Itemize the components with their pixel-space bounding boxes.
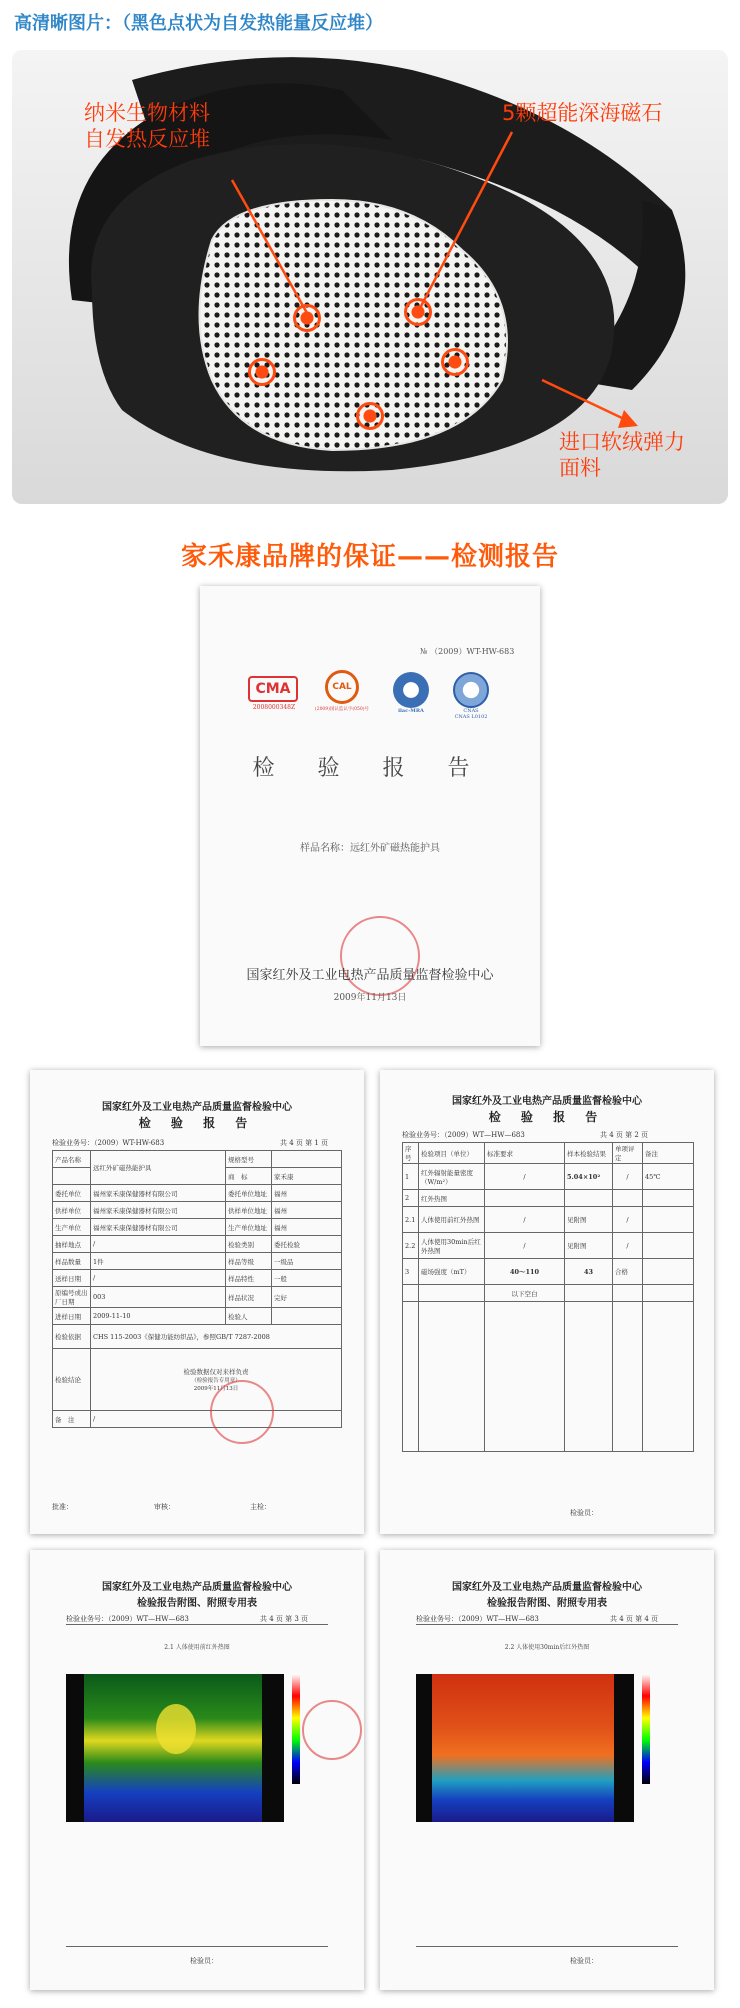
cma-logo-text: CMA (248, 676, 298, 702)
table-cell (53, 1168, 91, 1185)
table-cell: 福州家禾康保健器材有限公司 (91, 1202, 226, 1219)
cover-date: 2009年11月13日 (333, 993, 407, 1003)
official-stamp (302, 1700, 362, 1760)
table-row (403, 1207, 694, 1233)
table-cell: / (613, 1233, 643, 1259)
callout-fabric (559, 429, 685, 481)
table-header-cell: 序号 (403, 1143, 419, 1164)
cover-report-number: № （2009）WT-HW-683 (420, 647, 515, 656)
table-row (403, 1259, 694, 1285)
table-cell: 委托单位地址 (226, 1185, 272, 1202)
table-cell: 45℃ (643, 1164, 694, 1190)
table-cell: 福州家禾康保健器材有限公司 (91, 1219, 226, 1236)
table-cell: 供样单位 (53, 1202, 91, 1219)
table-row (53, 1349, 342, 1411)
report2-page: 共 4 页 第 2 页 (600, 1131, 649, 1139)
thermal-image-after (416, 1674, 634, 1822)
table-cell: 1 (403, 1164, 419, 1190)
table-row (403, 1285, 694, 1302)
table-cell: 见附图 (565, 1233, 613, 1259)
table-cell: 样品状况 (226, 1287, 272, 1308)
table-cell (643, 1190, 694, 1207)
table-row (403, 1190, 694, 1207)
table-cell (272, 1308, 342, 1325)
sig-approve: 批准： (52, 1503, 73, 1511)
table-cell: 完好 (272, 1287, 342, 1308)
table-row (53, 1270, 342, 1287)
table-header-cell: 检验项目（单位） (419, 1143, 485, 1164)
cover-org: 国家红外及工业电热产品质量监督检验中心 (246, 968, 494, 983)
report2-title: 检 验 报 告 (488, 1110, 606, 1124)
callout-nano-material (84, 100, 210, 152)
table-cell: 原编号或出厂日期 (53, 1287, 91, 1308)
table-cell: / (91, 1270, 226, 1287)
table-header-cell: 单项评定 (613, 1143, 643, 1164)
table-row (53, 1236, 342, 1253)
table-cell: 43 (565, 1259, 613, 1285)
table-row (53, 1287, 342, 1308)
table-cell (565, 1285, 613, 1302)
table-cell (613, 1285, 643, 1302)
table-cell: 抽样地点 (53, 1236, 91, 1253)
table-cell (613, 1190, 643, 1207)
table-row (403, 1302, 694, 1452)
table-cell (643, 1207, 694, 1233)
thermal-image-before (66, 1674, 284, 1822)
table-header-cell: 备注 (643, 1143, 694, 1164)
table-cell (272, 1151, 342, 1168)
table-cell (643, 1233, 694, 1259)
report3-sig: 检验员： (190, 1957, 218, 1965)
table-cell: 福州 (272, 1185, 342, 1202)
cover-sample-value: 远红外矿磁热能护具 (350, 843, 440, 854)
table-cell: 家禾康 (272, 1168, 342, 1185)
table-cell: / (485, 1207, 565, 1233)
table-cell: 003 (91, 1287, 226, 1308)
table-header-row (403, 1143, 694, 1164)
report1-title: 检 验 报 告 (138, 1116, 256, 1130)
table-cell: 备 注 (53, 1411, 91, 1428)
table-cell (565, 1190, 613, 1207)
cal-logo-text: CAL (325, 670, 359, 704)
stamp-text: （检验报告专用章） (191, 1378, 241, 1384)
table-cell: 2.2 (403, 1233, 419, 1259)
table-cell: 检验结论 (53, 1349, 91, 1411)
report-page-1 (30, 1070, 364, 1534)
table-cell: 见附图 (565, 1207, 613, 1233)
report-cover (200, 586, 540, 1046)
cover-sample (200, 839, 540, 854)
table-row (53, 1219, 342, 1236)
table-row (403, 1233, 694, 1259)
callout-fabric-line1: 进口软绒弹力 (559, 430, 685, 454)
table-cell: 样品等级 (226, 1253, 272, 1270)
ilac-logo-text: ilac-MRA (398, 708, 424, 714)
official-stamp (210, 1380, 274, 1444)
cnas-logo-number: CNAS L0102 (454, 714, 488, 720)
table-cell (419, 1285, 485, 1302)
table-cell (643, 1285, 694, 1302)
table-cell (403, 1285, 419, 1302)
table-cell: 以下空白 (485, 1285, 565, 1302)
report3-page: 共 4 页 第 3 页 (260, 1615, 309, 1623)
table-cell: 检验人 (226, 1308, 272, 1325)
report4-page: 共 4 页 第 4 页 (610, 1615, 659, 1623)
section-title: 家禾康品牌的保证——检测报告 (180, 542, 559, 572)
table-cell: 供样单位地址 (226, 1202, 272, 1219)
report-page-2 (380, 1070, 714, 1534)
table-cell: 检验类别 (226, 1236, 272, 1253)
report2-org: 国家红外及工业电热产品质量监督检验中心 (452, 1096, 642, 1107)
table-cell: 福州 (272, 1219, 342, 1236)
stamp-date: 2009年11月13日 (193, 1386, 239, 1392)
table-cell: / (485, 1233, 565, 1259)
table-cell (643, 1259, 694, 1285)
table-cell: 商 标 (226, 1168, 272, 1185)
table-cell: 一级品 (272, 1253, 342, 1270)
callout-magnet: 5颗超能深海磁石 (502, 101, 663, 125)
thermal-scale (642, 1674, 650, 1784)
ilac-logo (388, 672, 434, 714)
report3-number: 检验业务号：（2009）WT—HW—683 (66, 1615, 189, 1623)
conclusion-text: 检验数据仅对来样负责 (183, 1368, 249, 1376)
table-cell: 合格 (613, 1259, 643, 1285)
report1-number: 检验业务号：（2009）WT-HW-683 (52, 1139, 165, 1147)
cma-logo-number: 2008000348Z (252, 704, 296, 711)
table-cell: 福州家禾康保健器材有限公司 (91, 1185, 226, 1202)
report4-title: 检验报告附图、附照专用表 (487, 1598, 607, 1609)
table-cell: 远红外矿磁热能护具 (91, 1151, 226, 1185)
table-row (53, 1411, 342, 1428)
table-cell: 生产单位 (53, 1219, 91, 1236)
report4-org: 国家红外及工业电热产品质量监督检验中心 (452, 1582, 642, 1593)
table-cell: 福州 (272, 1202, 342, 1219)
report1-page: 共 4 页 第 1 页 (280, 1139, 329, 1147)
table-cell: 样品特性 (226, 1270, 272, 1287)
table-cell: 生产单位地址 (226, 1219, 272, 1236)
official-stamp (340, 916, 420, 996)
table-cell: 进样日期 (53, 1308, 91, 1325)
table-cell: 委托检验 (272, 1236, 342, 1253)
report4-sig: 检验员： (570, 1957, 598, 1965)
heading-title: 高清晰图片： (14, 13, 122, 34)
table-cell: / (485, 1164, 565, 1190)
table-cell: / (91, 1411, 342, 1428)
report2-sig: 检验员： (570, 1509, 598, 1517)
table-cell: 红外辐射能量密度（W/m²） (419, 1164, 485, 1190)
table-cell: 检验依据 (53, 1325, 91, 1349)
report-page-3 (30, 1550, 364, 1990)
cma-logo (248, 676, 300, 711)
table-cell: 送样日期 (53, 1270, 91, 1287)
report1-org: 国家红外及工业电热产品质量监督检验中心 (102, 1102, 292, 1113)
table-row (53, 1253, 342, 1270)
table-cell: 2009-11-10 (91, 1308, 226, 1325)
table-cell: 2 (403, 1190, 419, 1207)
table-cell: 规格型号 (226, 1151, 272, 1168)
report2-number: 检验业务号：（2009）WT—HW—683 (402, 1131, 525, 1139)
table-row (403, 1164, 694, 1190)
report4-number: 检验业务号：（2009）WT—HW—683 (416, 1615, 539, 1623)
cover-title: 检 验 报 告 (252, 756, 488, 781)
cover-sample-label: 样品名称： (300, 843, 350, 854)
table-row (53, 1202, 342, 1219)
table-header-cell: 标准要求 (485, 1143, 565, 1164)
report3-org: 国家红外及工业电热产品质量监督检验中心 (102, 1582, 292, 1593)
report4-caption: 2.2 人体使用30min后红外热图 (504, 1644, 590, 1651)
table-cell: 2.1 (403, 1207, 419, 1233)
table-cell: 5.04×10² (565, 1164, 613, 1190)
table-cell (485, 1190, 565, 1207)
table-row (53, 1151, 342, 1168)
sig-main: 主检： (250, 1503, 271, 1511)
sig-review: 审核： (154, 1503, 175, 1511)
callout-fabric-line2: 面料 (559, 456, 601, 480)
table-cell: / (613, 1164, 643, 1190)
product-photo (12, 50, 728, 504)
table-cell: 人体使用30min后红外热图 (419, 1233, 485, 1259)
table-cell: 人体使用前红外热图 (419, 1207, 485, 1233)
table-cell: 40～110 (485, 1259, 565, 1285)
callout-nano-line2: 自发热反应堆 (84, 127, 210, 151)
thermal-scale (292, 1674, 300, 1784)
report2-table (402, 1142, 694, 1452)
cnas-logo-text: CNAS (463, 708, 479, 714)
report1-table (52, 1150, 342, 1428)
page-heading (14, 9, 383, 35)
table-cell: 3 (403, 1259, 419, 1285)
table-cell: 一般 (272, 1270, 342, 1287)
table-cell: 磁场强度（mT） (419, 1259, 485, 1285)
table-cell: 样品数量 (53, 1253, 91, 1270)
table-row (53, 1325, 342, 1349)
cal-logo-number: (2009)国认监认字(050)号 (314, 707, 370, 712)
table-cell: CHS 115-2003《保健功能纺织品》，参照GB/T 7287-2008 (91, 1325, 342, 1349)
table-cell: / (613, 1207, 643, 1233)
table-cell: 委托单位 (53, 1185, 91, 1202)
table-header-cell: 样本检验结果 (565, 1143, 613, 1164)
heading-subtitle: （黑色点状为自发热能量反应堆） (122, 13, 383, 34)
table-cell: / (91, 1236, 226, 1253)
table-row (53, 1185, 342, 1202)
table-cell: 产品名称 (53, 1151, 91, 1168)
callout-nano-line1: 纳米生物材料 (84, 101, 210, 125)
report-page-4 (380, 1550, 714, 1990)
report3-caption: 2.1 人体使用前红外热图 (164, 1644, 230, 1651)
cal-logo (312, 670, 372, 712)
report3-title: 检验报告附图、附照专用表 (137, 1598, 257, 1609)
table-cell: 1件 (91, 1253, 226, 1270)
cnas-logo (446, 672, 496, 720)
table-cell: 红外热图 (419, 1190, 485, 1207)
table-row (53, 1308, 342, 1325)
